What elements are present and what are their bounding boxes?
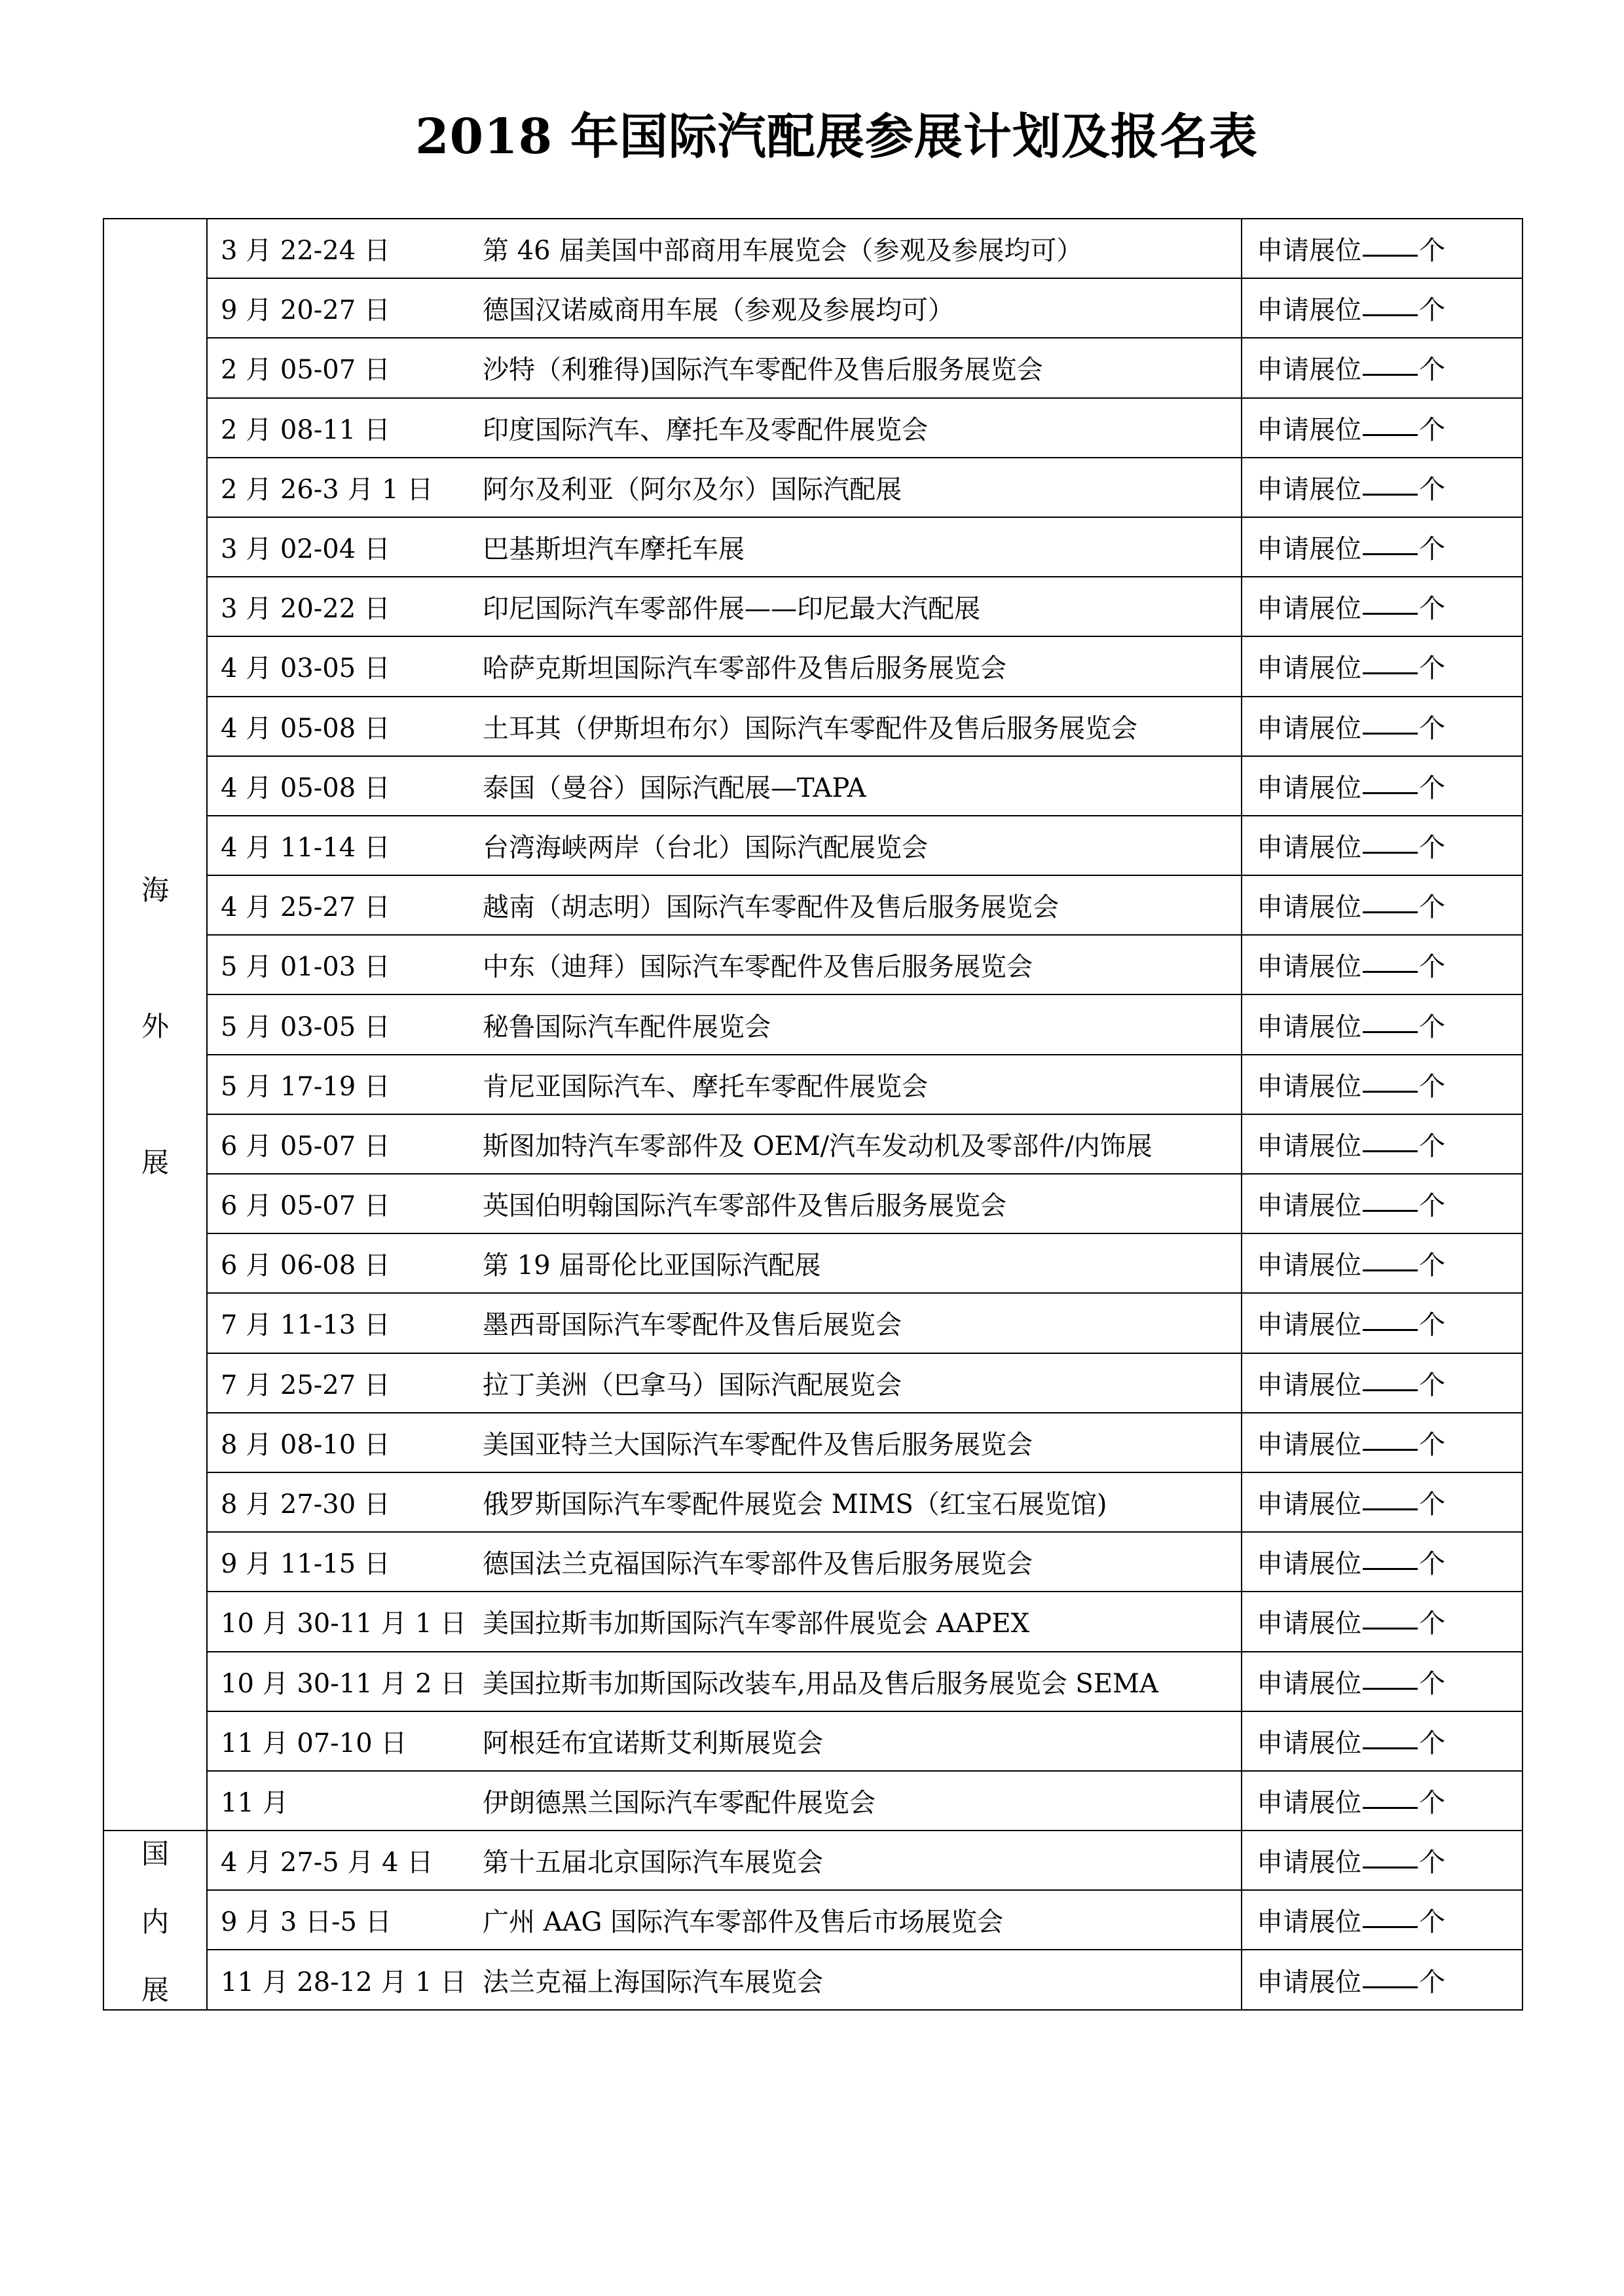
booth-application-cell xyxy=(1242,935,1522,994)
booth-count-field[interactable] xyxy=(1363,1482,1418,1510)
booth-application-cell xyxy=(1242,1950,1522,2009)
exhibition-date: 6 月 05-07 日 xyxy=(221,1131,390,1161)
exhibition-date: 3 月 20-22 日 xyxy=(221,594,390,625)
exhibition-name: 哈萨克斯坦国际汽车零部件及售后服务展览会 xyxy=(483,653,1006,684)
booth-count-field[interactable] xyxy=(1363,408,1418,436)
exhibition-date: 11 月 07-10 日 xyxy=(221,1728,407,1758)
table-row xyxy=(103,875,1522,935)
booth-unit-label: 个 xyxy=(1419,1370,1445,1400)
booth-application-cell xyxy=(1242,1711,1522,1771)
exhibition-info-cell xyxy=(207,1472,1242,1532)
booth-apply-label: 申请展位 xyxy=(1257,1668,1361,1699)
booth-apply-label: 申请展位 xyxy=(1257,1131,1361,1161)
exhibition-date: 3 月 02-04 日 xyxy=(221,534,390,565)
exhibition-info-cell xyxy=(207,816,1242,875)
booth-count-field[interactable] xyxy=(1363,826,1418,854)
table-row xyxy=(103,1413,1522,1472)
table-row xyxy=(103,1174,1522,1233)
exhibition-name: 第 19 届哥伦比亚国际汽配展 xyxy=(483,1250,821,1281)
booth-unit-label: 个 xyxy=(1419,773,1445,803)
exhibition-date: 5 月 01-03 日 xyxy=(221,952,390,983)
exhibition-info-cell xyxy=(207,1652,1242,1711)
booth-count-field[interactable] xyxy=(1363,1184,1418,1212)
exhibition-info xyxy=(208,338,1241,397)
booth-apply-label: 申请展位 xyxy=(1257,1489,1361,1520)
booth-count-field[interactable] xyxy=(1363,1423,1418,1451)
exhibition-name: 英国伯明翰国际汽车零部件及售后服务展览会 xyxy=(483,1191,1006,1222)
booth-apply-label: 申请展位 xyxy=(1257,474,1361,505)
exhibition-info xyxy=(208,518,1241,576)
exhibition-info xyxy=(208,1891,1241,1949)
exhibition-date: 4 月 27-5 月 4 日 xyxy=(221,1848,434,1878)
booth-apply-label: 申请展位 xyxy=(1257,713,1361,744)
exhibition-info xyxy=(208,637,1241,695)
table-row xyxy=(103,1293,1522,1353)
exhibition-date: 4 月 03-05 日 xyxy=(221,653,390,684)
booth-count-field[interactable] xyxy=(1363,348,1418,376)
booth-application-cell xyxy=(1242,278,1522,338)
exhibition-info xyxy=(208,279,1241,337)
exhibition-info-cell xyxy=(207,1293,1242,1353)
category-label xyxy=(104,1832,206,2008)
exhibition-info-cell xyxy=(207,458,1242,517)
exhibition-name: 第十五届北京国际汽车展览会 xyxy=(483,1848,823,1878)
exhibition-date: 6 月 05-07 日 xyxy=(221,1191,390,1222)
booth-apply-label: 申请展位 xyxy=(1257,1907,1361,1938)
booth-application-cell xyxy=(1242,1652,1522,1711)
table-row xyxy=(103,1592,1522,1651)
exhibition-info-cell xyxy=(207,636,1242,696)
exhibition-info-cell xyxy=(207,1890,1242,1950)
booth-application-cell xyxy=(1242,1771,1522,1831)
exhibition-name: 土耳其（伊斯坦布尔）国际汽车零配件及售后服务展览会 xyxy=(483,713,1137,744)
exhibition-info-cell xyxy=(207,1055,1242,1114)
booth-apply-label: 申请展位 xyxy=(1257,832,1361,863)
booth-application-cell xyxy=(1242,1532,1522,1592)
table-row xyxy=(103,1055,1522,1114)
booth-application-cell xyxy=(1242,1890,1522,1950)
booth-count-field[interactable] xyxy=(1363,1662,1418,1690)
exhibition-info-cell xyxy=(207,1114,1242,1174)
exhibition-name: 泰国（曼谷）国际汽配展—TAPA xyxy=(483,773,866,803)
booth-count-field[interactable] xyxy=(1363,587,1418,615)
table-row xyxy=(103,458,1522,517)
table-row xyxy=(103,1711,1522,1771)
exhibition-info xyxy=(208,816,1241,875)
booth-apply-label: 申请展位 xyxy=(1257,1250,1361,1281)
category-domestic xyxy=(103,1831,207,2010)
booth-apply-label: 申请展位 xyxy=(1257,1429,1361,1460)
exhibition-name: 印度国际汽车、摩托车及零配件展览会 xyxy=(483,414,928,445)
exhibition-date: 8 月 27-30 日 xyxy=(221,1489,390,1520)
exhibition-date: 10 月 30-11 月 1 日 xyxy=(221,1609,467,1639)
exhibition-date: 2 月 05-07 日 xyxy=(221,355,390,386)
exhibition-date: 9 月 11-15 日 xyxy=(221,1549,390,1580)
exhibition-date: 4 月 25-27 日 xyxy=(221,892,390,923)
booth-unit-label: 个 xyxy=(1419,1907,1445,1938)
booth-application-cell xyxy=(1242,517,1522,577)
booth-unit-label: 个 xyxy=(1419,1489,1445,1520)
booth-apply-label: 申请展位 xyxy=(1257,236,1361,266)
booth-unit-label: 个 xyxy=(1419,1787,1445,1818)
exhibition-date: 11 月 28-12 月 1 日 xyxy=(221,1967,467,1997)
exhibition-name: 德国汉诺威商用车展（参观及参展均可） xyxy=(483,295,954,326)
booth-unit-label: 个 xyxy=(1419,534,1445,565)
exhibition-info-cell xyxy=(207,756,1242,816)
exhibition-name: 沙特（利雅得)国际汽车零配件及售后服务展览会 xyxy=(483,355,1043,386)
booth-application-cell xyxy=(1242,756,1522,816)
booth-apply-label: 申请展位 xyxy=(1257,1310,1361,1341)
booth-apply-label: 申请展位 xyxy=(1257,594,1361,625)
table-row xyxy=(103,994,1522,1054)
exhibition-name: 巴基斯坦汽车摩托车展 xyxy=(483,534,745,565)
booth-count-field[interactable] xyxy=(1363,1542,1418,1570)
booth-application-cell xyxy=(1242,338,1522,397)
booth-application-cell xyxy=(1242,1831,1522,1890)
exhibition-date: 7 月 25-27 日 xyxy=(221,1370,390,1400)
table-row xyxy=(103,577,1522,636)
booth-count-field[interactable] xyxy=(1363,288,1418,316)
exhibition-info-cell xyxy=(207,1771,1242,1831)
booth-unit-label: 个 xyxy=(1419,1250,1445,1281)
exhibition-name: 美国拉斯韦加斯国际汽车零部件展览会 AAPEX xyxy=(483,1609,1030,1639)
booth-unit-label: 个 xyxy=(1419,1310,1445,1341)
table-row xyxy=(103,1771,1522,1831)
exhibition-date: 2 月 08-11 日 xyxy=(221,414,390,445)
exhibition-name: 拉丁美洲（巴拿马）国际汽配展览会 xyxy=(483,1370,902,1400)
booth-unit-label: 个 xyxy=(1419,594,1445,625)
booth-application-cell xyxy=(1242,1055,1522,1114)
table-row xyxy=(103,1890,1522,1950)
booth-unit-label: 个 xyxy=(1419,832,1445,863)
exhibition-info xyxy=(208,1473,1241,1531)
booth-count-field[interactable] xyxy=(1363,1005,1418,1033)
table-row xyxy=(103,935,1522,994)
table-row xyxy=(103,398,1522,458)
exhibition-date: 4 月 05-08 日 xyxy=(221,713,390,744)
booth-unit-label: 个 xyxy=(1419,1728,1445,1758)
category-char: 外 xyxy=(141,1010,169,1043)
booth-unit-label: 个 xyxy=(1419,1609,1445,1639)
booth-apply-label: 申请展位 xyxy=(1257,892,1361,923)
exhibition-name: 伊朗德黑兰国际汽车零配件展览会 xyxy=(483,1787,876,1818)
booth-application-cell xyxy=(1242,1472,1522,1532)
exhibition-info xyxy=(208,697,1241,756)
table-row xyxy=(103,1950,1522,2009)
booth-count-field[interactable] xyxy=(1363,527,1418,555)
exhibition-date: 9 月 20-27 日 xyxy=(221,295,390,326)
exhibition-info xyxy=(208,1354,1241,1412)
exhibition-info xyxy=(208,1055,1241,1114)
exhibition-date: 4 月 11-14 日 xyxy=(221,832,390,863)
booth-unit-label: 个 xyxy=(1419,892,1445,923)
booth-count-field[interactable] xyxy=(1363,646,1418,674)
exhibition-name: 美国亚特兰大国际汽车零配件及售后服务展览会 xyxy=(483,1429,1033,1460)
exhibition-info-cell xyxy=(207,994,1242,1054)
exhibition-name: 美国拉斯韦加斯国际改装车,用品及售后服务展览会 SEMA xyxy=(483,1668,1158,1699)
booth-unit-label: 个 xyxy=(1419,1967,1445,1997)
exhibition-name: 越南（胡志明）国际汽车零配件及售后服务展览会 xyxy=(483,892,1059,923)
table-row xyxy=(103,816,1522,875)
exhibition-info-cell xyxy=(207,1831,1242,1890)
table-row xyxy=(103,517,1522,577)
category-char: 展 xyxy=(141,1973,169,2006)
exhibition-info xyxy=(208,219,1241,278)
booth-unit-label: 个 xyxy=(1419,1549,1445,1580)
exhibition-info-cell xyxy=(207,1174,1242,1233)
table-row xyxy=(103,1652,1522,1711)
exhibition-info xyxy=(208,1772,1241,1830)
exhibition-name: 第 46 届美国中部商用车展览会（参观及参展均可） xyxy=(483,236,1083,266)
exhibition-date: 10 月 30-11 月 2 日 xyxy=(221,1668,467,1699)
booth-application-cell xyxy=(1242,1592,1522,1651)
booth-count-field[interactable] xyxy=(1363,1601,1418,1630)
page-title: 2018 年国际汽配展参展计划及报名表 xyxy=(415,109,1258,165)
booth-unit-label: 个 xyxy=(1419,474,1445,505)
exhibition-info xyxy=(208,995,1241,1053)
booth-unit-label: 个 xyxy=(1419,236,1445,266)
booth-count-field[interactable] xyxy=(1363,1303,1418,1331)
booth-unit-label: 个 xyxy=(1419,1848,1445,1878)
booth-application-cell xyxy=(1242,1293,1522,1353)
exhibition-date: 8 月 08-10 日 xyxy=(221,1429,390,1460)
exhibition-table-wrap xyxy=(103,218,1522,2011)
table-row xyxy=(103,1532,1522,1592)
booth-apply-label: 申请展位 xyxy=(1257,1848,1361,1878)
booth-count-field[interactable] xyxy=(1363,1124,1418,1152)
exhibition-info xyxy=(208,1592,1241,1650)
booth-apply-label: 申请展位 xyxy=(1257,414,1361,445)
booth-count-field[interactable] xyxy=(1363,1960,1418,1988)
exhibition-info-cell xyxy=(207,697,1242,756)
booth-count-field[interactable] xyxy=(1363,885,1418,913)
booth-apply-label: 申请展位 xyxy=(1257,1967,1361,1997)
exhibition-info xyxy=(208,936,1241,994)
exhibition-info xyxy=(208,1831,1241,1889)
exhibition-info-cell xyxy=(207,338,1242,397)
booth-apply-label: 申请展位 xyxy=(1257,295,1361,326)
category-char: 国 xyxy=(141,1837,169,1870)
booth-application-cell xyxy=(1242,816,1522,875)
booth-apply-label: 申请展位 xyxy=(1257,1011,1361,1042)
exhibition-info-cell xyxy=(207,1413,1242,1472)
exhibition-info xyxy=(208,876,1241,934)
exhibition-name: 秘鲁国际汽车配件展览会 xyxy=(483,1011,771,1042)
booth-count-field[interactable] xyxy=(1363,766,1418,794)
exhibition-name: 肯尼亚国际汽车、摩托车零配件展览会 xyxy=(483,1071,928,1102)
booth-apply-label: 申请展位 xyxy=(1257,1609,1361,1639)
booth-count-field[interactable] xyxy=(1363,1900,1418,1928)
booth-unit-label: 个 xyxy=(1419,414,1445,445)
exhibition-name: 墨西哥国际汽车零配件及售后展览会 xyxy=(483,1310,902,1341)
table-row xyxy=(103,1831,1522,1890)
exhibition-info xyxy=(208,1413,1241,1472)
exhibition-date: 4 月 05-08 日 xyxy=(221,773,390,803)
table-row xyxy=(103,1114,1522,1174)
booth-count-field[interactable] xyxy=(1363,1721,1418,1749)
exhibition-info-cell xyxy=(207,1950,1242,2009)
booth-application-cell xyxy=(1242,1174,1522,1233)
booth-apply-label: 申请展位 xyxy=(1257,355,1361,386)
booth-count-field[interactable] xyxy=(1363,1781,1418,1809)
exhibition-name: 印尼国际汽车零部件展——印尼最大汽配展 xyxy=(483,594,980,625)
exhibition-date: 3 月 22-24 日 xyxy=(221,236,390,266)
exhibition-date: 9 月 3 日-5 日 xyxy=(221,1907,392,1938)
exhibition-date: 11 月 xyxy=(221,1787,289,1818)
booth-apply-label: 申请展位 xyxy=(1257,1549,1361,1580)
booth-apply-label: 申请展位 xyxy=(1257,952,1361,983)
booth-unit-label: 个 xyxy=(1419,653,1445,684)
booth-unit-label: 个 xyxy=(1419,952,1445,983)
booth-unit-label: 个 xyxy=(1419,1668,1445,1699)
exhibition-info xyxy=(208,1533,1241,1591)
exhibition-info xyxy=(208,1175,1241,1233)
exhibition-date: 7 月 11-13 日 xyxy=(221,1310,390,1341)
booth-apply-label: 申请展位 xyxy=(1257,1071,1361,1102)
booth-count-field[interactable] xyxy=(1363,1840,1418,1868)
table-row xyxy=(103,1233,1522,1293)
table-row xyxy=(103,1472,1522,1532)
exhibition-name: 法兰克福上海国际汽车展览会 xyxy=(483,1967,823,1997)
category-overseas xyxy=(103,219,207,1831)
exhibition-name: 俄罗斯国际汽车零配件展览会 MIMS（红宝石展览馆) xyxy=(483,1489,1107,1520)
exhibition-date: 6 月 06-08 日 xyxy=(221,1250,390,1281)
exhibition-name: 中东（迪拜）国际汽车零配件及售后服务展览会 xyxy=(483,952,1033,983)
exhibition-info-cell xyxy=(207,577,1242,636)
booth-application-cell xyxy=(1242,1413,1522,1472)
table-row xyxy=(103,278,1522,338)
booth-application-cell xyxy=(1242,577,1522,636)
exhibition-name: 台湾海峡两岸（台北）国际汽配展览会 xyxy=(483,832,928,863)
booth-apply-label: 申请展位 xyxy=(1257,1370,1361,1400)
booth-unit-label: 个 xyxy=(1419,1011,1445,1042)
exhibition-info-cell xyxy=(207,1592,1242,1651)
exhibition-info-cell xyxy=(207,935,1242,994)
table-row xyxy=(103,636,1522,696)
exhibition-info-cell xyxy=(207,219,1242,278)
exhibition-info xyxy=(208,757,1241,815)
booth-apply-label: 申请展位 xyxy=(1257,1191,1361,1222)
exhibition-name: 阿尔及利亚（阿尔及尔）国际汽配展 xyxy=(483,474,902,505)
exhibition-name: 广州 AAG 国际汽车零部件及售后市场展览会 xyxy=(483,1907,1004,1938)
booth-count-field[interactable] xyxy=(1363,706,1418,735)
exhibition-info-cell xyxy=(207,398,1242,458)
booth-unit-label: 个 xyxy=(1419,355,1445,386)
category-char: 海 xyxy=(141,874,169,907)
category-char: 内 xyxy=(141,1905,169,1938)
exhibition-table-body xyxy=(103,219,1522,2010)
booth-application-cell xyxy=(1242,219,1522,278)
exhibition-date: 5 月 03-05 日 xyxy=(221,1011,390,1042)
booth-application-cell xyxy=(1242,1233,1522,1293)
booth-application-cell xyxy=(1242,697,1522,756)
category-label xyxy=(104,869,206,1180)
exhibition-info-cell xyxy=(207,278,1242,338)
booth-unit-label: 个 xyxy=(1419,1131,1445,1161)
booth-application-cell xyxy=(1242,398,1522,458)
table-row xyxy=(103,756,1522,816)
exhibition-date: 5 月 17-19 日 xyxy=(221,1071,390,1102)
booth-application-cell xyxy=(1242,1114,1522,1174)
booth-count-field[interactable] xyxy=(1363,467,1418,496)
exhibition-name: 斯图加特汽车零部件及 OEM/汽车发动机及零部件/内饰展 xyxy=(483,1131,1153,1161)
exhibition-info-cell xyxy=(207,1711,1242,1771)
booth-count-field[interactable] xyxy=(1363,228,1418,257)
exhibition-info xyxy=(208,399,1241,457)
booth-apply-label: 申请展位 xyxy=(1257,1728,1361,1758)
booth-unit-label: 个 xyxy=(1419,713,1445,744)
booth-count-field[interactable] xyxy=(1363,1065,1418,1093)
booth-count-field[interactable] xyxy=(1363,945,1418,973)
exhibition-name: 德国法兰克福国际汽车零部件及售后服务展览会 xyxy=(483,1549,1033,1580)
exhibition-info xyxy=(208,1950,1241,2009)
exhibition-info-cell xyxy=(207,1353,1242,1413)
table-row xyxy=(103,697,1522,756)
exhibition-info-cell xyxy=(207,517,1242,577)
booth-count-field[interactable] xyxy=(1363,1243,1418,1271)
exhibition-date: 2 月 26-3 月 1 日 xyxy=(221,474,434,505)
booth-count-field[interactable] xyxy=(1363,1363,1418,1391)
exhibition-info-cell xyxy=(207,1233,1242,1293)
category-char: 展 xyxy=(141,1146,169,1179)
exhibition-info xyxy=(208,458,1241,517)
exhibition-info xyxy=(208,1115,1241,1173)
booth-apply-label: 申请展位 xyxy=(1257,653,1361,684)
exhibition-info-cell xyxy=(207,875,1242,935)
exhibition-info xyxy=(208,1652,1241,1711)
table-row xyxy=(103,219,1522,278)
booth-unit-label: 个 xyxy=(1419,1071,1445,1102)
exhibition-info xyxy=(208,1294,1241,1352)
exhibition-name: 阿根廷布宜诺斯艾利斯展览会 xyxy=(483,1728,823,1758)
booth-application-cell xyxy=(1242,1353,1522,1413)
exhibition-info-cell xyxy=(207,1532,1242,1592)
booth-application-cell xyxy=(1242,875,1522,935)
table-row xyxy=(103,1353,1522,1413)
booth-apply-label: 申请展位 xyxy=(1257,534,1361,565)
booth-application-cell xyxy=(1242,636,1522,696)
booth-apply-label: 申请展位 xyxy=(1257,1787,1361,1818)
booth-apply-label: 申请展位 xyxy=(1257,773,1361,803)
booth-application-cell xyxy=(1242,458,1522,517)
exhibition-info xyxy=(208,577,1241,636)
booth-application-cell xyxy=(1242,994,1522,1054)
booth-unit-label: 个 xyxy=(1419,1429,1445,1460)
exhibition-info xyxy=(208,1234,1241,1292)
exhibition-info xyxy=(208,1712,1241,1770)
exhibition-table xyxy=(103,218,1523,2011)
booth-unit-label: 个 xyxy=(1419,295,1445,326)
booth-unit-label: 个 xyxy=(1419,1191,1445,1222)
table-row xyxy=(103,338,1522,397)
